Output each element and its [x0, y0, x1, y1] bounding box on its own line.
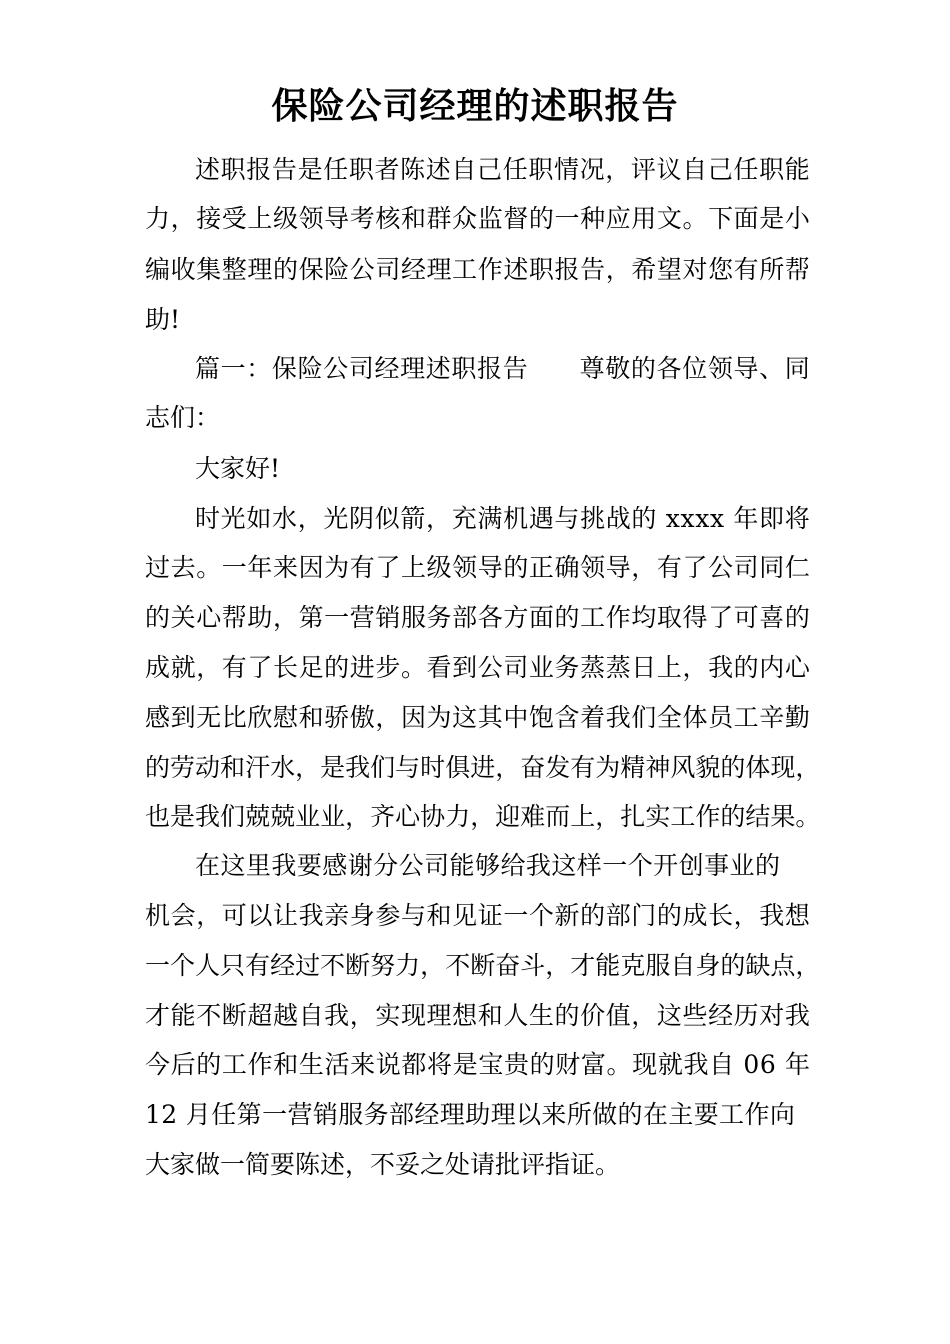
body-line: 也 是 我 们 兢 兢 业 业 ， 齐 心 协 力 ， 迎 难 而 上 ， 扎 实 工 作 的 结 果 。	[145, 802, 821, 831]
body-line: 感 到 无 比 欣 慰 和 骄 傲 ， 因 为 这 其 中 饱 含 着 我 们 全 体 员 工 辛 勤	[145, 703, 810, 732]
body-line: 才 能 不 断 超 越 自 我 ， 实 现 理 想 和 人 生 的 价 值 ， 这 些 经 历 对 我	[145, 1001, 810, 1030]
body-line: 力 ， 接 受 上 级 领 导 考 核 和 群 众 监 督 的 一 种 应 用 文 。 下 面 是 小	[145, 204, 810, 233]
body-line: 述 职 报 告 是 任 职 者 陈 述 自 己 任 职 情 况 ， 评 议 自 己 任 职 能	[195, 155, 810, 184]
body-line: 成 就 ， 有 了 长 足 的 进 步 。 看 到 公 司 业 务 蒸 蒸 日 上 ， 我 的 内 心	[145, 653, 810, 682]
body-line: 一 个 人 只 有 经 过 不 断 努 力 ， 不 断 奋 斗 ， 才 能 克 服 自 身 的 缺 点 ，	[145, 951, 821, 980]
body-line: 志们：	[145, 403, 221, 432]
body-line: 助!	[145, 305, 181, 334]
body-line: 时 光 如 水 ， 光 阴 似 箭 ， 充 满 机 遇 与 挑 战 的 x x x x 年 即 将	[195, 504, 810, 533]
body-line: 编 收 集 整 理 的 保 险 公 司 经 理 工 作 述 职 报 告 ， 希 望 对 您 有 所 帮	[145, 255, 810, 284]
body-line: 在 这 里 我 要 感 谢 分 公 司 能 够 给 我 这 样 一 个 开 创 事 业 的	[195, 851, 780, 880]
body-line: 大家好!	[195, 454, 281, 483]
document-title: 保险公司经理的述职报告	[271, 85, 679, 127]
body-line: 今 后 的 工 作 和 生 活 来 说 都 将 是 宝 贵 的 财 富 。 现 就 我 自 0 6 年	[145, 1050, 810, 1079]
body-line: 过 去 。 一 年 来 因 为 有 了 上 级 领 导 的 正 确 领 导 ， 有 了 公 司 同 仁	[145, 553, 810, 582]
body-line: 大家做一简要陈述，不妥之处请批评指证。	[145, 1150, 621, 1179]
body-line: 篇 一 ： 保 险 公 司 经 理 述 职 报 告 尊 敬 的 各 位 领 导 、 同	[195, 354, 810, 383]
body-line: 1 2 月 任 第 一 营 销 服 务 部 经 理 助 理 以 来 所 做 的 在 主 要 工 作 向	[145, 1100, 795, 1129]
body-line: 机 会 ， 可 以 让 我 亲 身 参 与 和 见 证 一 个 新 的 部 门 的 成 长 ， 我 想	[145, 901, 810, 930]
body-line: 的 关 心 帮 助 ， 第 一 营 销 服 务 部 各 方 面 的 工 作 均 取 得 了 可 喜 的	[145, 603, 810, 632]
body-line: 的 劳 动 和 汗 水 ， 是 我 们 与 时 俱 进 ， 奋 发 有 为 精 神 风 貌 的 体 现 ，	[145, 753, 821, 782]
